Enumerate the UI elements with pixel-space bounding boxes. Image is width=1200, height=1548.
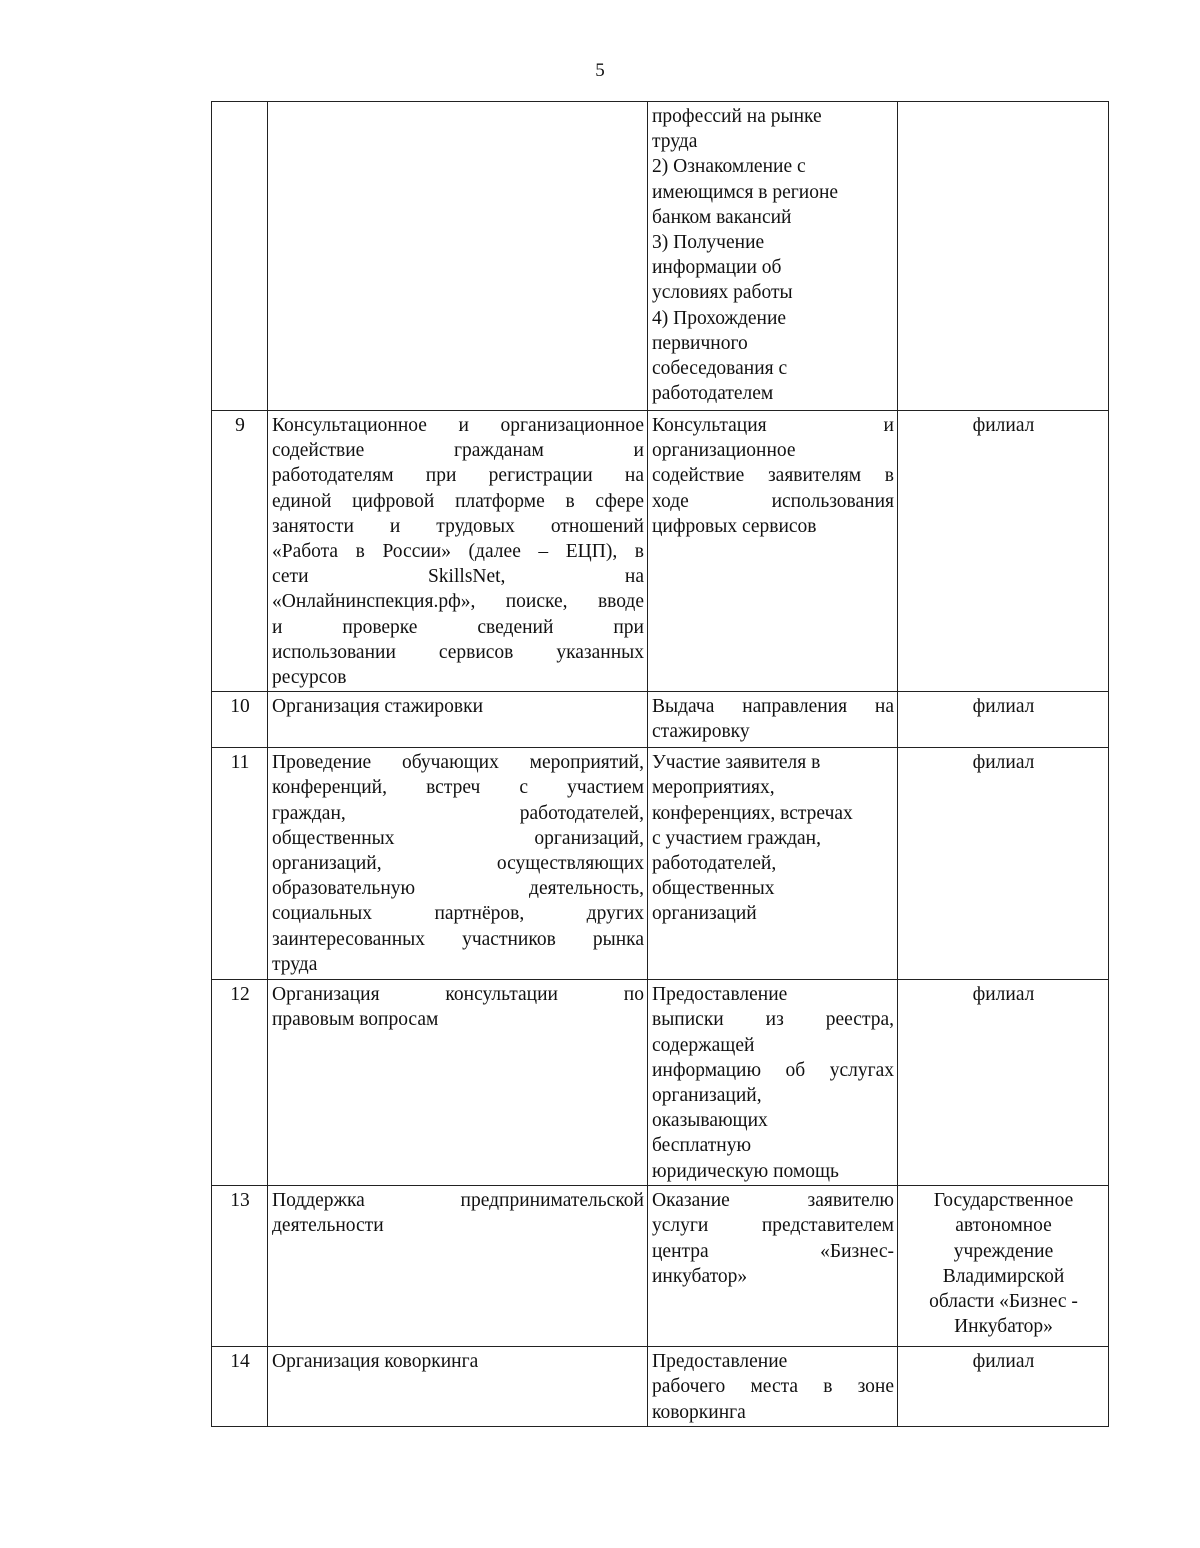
executor-cell-line: филиал: [972, 696, 1035, 718]
result-cell-line: собеседования с: [652, 358, 788, 380]
row-number: 9: [212, 411, 268, 692]
service-cell-line: труда: [272, 953, 318, 975]
service-cell-line: заинтересованных участников рынка: [272, 928, 644, 950]
service-cell-line: работодателям при регистрации на: [272, 465, 644, 487]
result-cell: [648, 411, 898, 692]
executor-cell: [898, 1186, 1109, 1347]
service-cell: [268, 748, 648, 980]
table-row: [212, 1347, 1109, 1427]
result-cell-line: коворкинга: [652, 1401, 746, 1423]
result-cell-line: имеющимся в регионе: [652, 181, 839, 203]
result-cell-line: Выдача направления на: [652, 696, 894, 718]
result-cell-line: выписки из реестра,: [652, 1009, 894, 1031]
result-cell-line: общественных: [652, 878, 775, 900]
result-cell-line: 2) Ознакомление с: [652, 156, 806, 178]
result-cell-line: бесплатную: [652, 1135, 752, 1157]
result-cell-line: ходе использования: [652, 490, 894, 512]
service-cell-line: правовым вопросам: [272, 1009, 439, 1031]
result-cell-line: содействие заявителям в: [652, 465, 894, 487]
result-cell-line: Предоставление: [652, 1351, 788, 1373]
executor-cell-line: филиал: [972, 984, 1035, 1006]
service-cell: [268, 411, 648, 692]
result-cell: [648, 980, 898, 1186]
result-cell-line: условиях работы: [652, 282, 793, 304]
result-cell-line: информации об: [652, 257, 782, 279]
service-cell-line: конференций, встреч с участием: [272, 777, 644, 799]
executor-cell-line: филиал: [972, 752, 1035, 774]
result-cell-line: инкубатор»: [652, 1265, 748, 1287]
result-cell-line: юридическую помощь: [652, 1160, 839, 1182]
row-number: 13: [212, 1186, 268, 1347]
service-cell-line: ресурсов: [272, 667, 347, 689]
service-cell-line: занятости и трудовых отношений: [272, 515, 644, 537]
executor-cell-line: Владимирской: [942, 1265, 1065, 1287]
service-cell-line: организаций, осуществляющих: [272, 853, 644, 875]
service-cell-line: и проверке сведений при: [272, 616, 644, 638]
service-cell-line: «Работа в России» (далее – ЕЦП), в: [272, 541, 644, 563]
executor-cell-line: Государственное: [933, 1190, 1074, 1212]
result-cell-line: Оказание заявителю: [652, 1190, 894, 1212]
service-cell-line: деятельности: [272, 1215, 384, 1237]
service-cell: [268, 980, 648, 1186]
row-number: 12: [212, 980, 268, 1186]
result-cell-line: организационное: [652, 440, 796, 462]
result-cell-line: Консультация и: [652, 415, 894, 436]
table-row: [212, 748, 1109, 980]
result-cell-line: работодателей,: [652, 853, 777, 875]
result-cell: [648, 748, 898, 980]
result-cell-line: профессий на рынке: [652, 106, 822, 127]
result-cell-line: услуги представителем: [652, 1215, 894, 1237]
result-cell-line: с участием граждан,: [652, 827, 821, 849]
result-cell-line: мероприятиях,: [652, 777, 775, 799]
result-cell-line: центра «Бизнес-: [652, 1240, 894, 1262]
service-cell-line: Организация консультации по: [272, 984, 644, 1006]
result-cell-line: цифровых сервисов: [652, 515, 817, 537]
row-number: 10: [212, 692, 268, 748]
service-cell-line: Поддержка предпринимательской: [272, 1190, 644, 1212]
table-row: [212, 980, 1109, 1186]
executor-cell-line: учреждение: [953, 1240, 1054, 1262]
row-number: 14: [212, 1347, 268, 1427]
executor-cell: [898, 1347, 1109, 1427]
result-cell-line: организаций: [652, 903, 757, 925]
result-cell-line: банком вакансий: [652, 206, 792, 228]
result-cell: [648, 1347, 898, 1427]
result-cell-line: 4) Прохождение: [652, 307, 787, 329]
service-cell-line: Организация коворкинга: [272, 1351, 479, 1373]
executor-cell: [898, 980, 1109, 1186]
service-cell-line: «Онлайнинспекция.рф», поиске, вводе: [272, 591, 644, 613]
row-number: [212, 102, 268, 411]
result-cell: [648, 102, 898, 411]
executor-cell: [898, 411, 1109, 692]
table-body: [212, 102, 1109, 1427]
result-cell-line: рабочего места в зоне: [652, 1376, 894, 1398]
service-cell: [268, 692, 648, 748]
service-cell-line: единой цифровой платформе в сфере: [272, 490, 644, 512]
result-cell-line: организаций,: [652, 1085, 762, 1107]
service-cell-line: Организация стажировки: [272, 696, 484, 718]
result-cell-line: Участие заявителя в: [652, 752, 821, 774]
service-cell: [268, 1186, 648, 1347]
executor-cell-line: филиал: [972, 415, 1035, 436]
service-cell-line: содействие гражданам и: [272, 440, 644, 462]
result-cell-line: конференциях, встречах: [652, 802, 853, 824]
page-number: 5: [595, 60, 605, 81]
executor-cell-line: области «Бизнес -: [929, 1291, 1078, 1313]
result-cell-line: первичного: [652, 332, 748, 354]
result-cell: [648, 1186, 898, 1347]
service-cell-line: сети SkillsNet, на: [272, 566, 644, 588]
table-row: [212, 411, 1109, 692]
service-cell-line: общественных организаций,: [272, 827, 644, 849]
service-cell-line: социальных партнёров, других: [272, 903, 644, 925]
service-cell: [268, 102, 648, 411]
executor-cell-line: Инкубатор»: [954, 1316, 1053, 1338]
service-cell: [268, 1347, 648, 1427]
result-cell-line: стажировку: [652, 721, 750, 743]
executor-cell-line: автономное: [955, 1215, 1052, 1237]
executor-cell: [898, 748, 1109, 980]
row-number: 11: [212, 748, 268, 980]
service-cell-line: Проведение обучающих мероприятий,: [272, 752, 644, 774]
result-cell-line: оказывающих: [652, 1110, 768, 1132]
result-cell-line: 3) Получение: [652, 232, 765, 254]
result-cell-line: содержащей: [652, 1034, 755, 1056]
executor-cell: [898, 692, 1109, 748]
executor-cell: [898, 102, 1109, 411]
result-cell: [648, 692, 898, 748]
table-row: [212, 692, 1109, 748]
service-cell-line: граждан, работодателей,: [272, 802, 644, 824]
result-cell-line: информацию об услугах: [652, 1059, 894, 1081]
service-cell-line: Консультационное и организационное: [272, 415, 644, 436]
table-row: [212, 102, 1109, 411]
result-cell-line: Предоставление: [652, 984, 788, 1006]
result-cell-line: работодателем: [652, 383, 774, 405]
result-cell-line: труда: [652, 131, 698, 153]
service-cell-line: образовательную деятельность,: [272, 878, 644, 900]
services-table: [211, 101, 1109, 1427]
executor-cell-line: филиал: [972, 1351, 1035, 1373]
table-row: [212, 1186, 1109, 1347]
service-cell-line: использовании сервисов указанных: [272, 641, 644, 663]
